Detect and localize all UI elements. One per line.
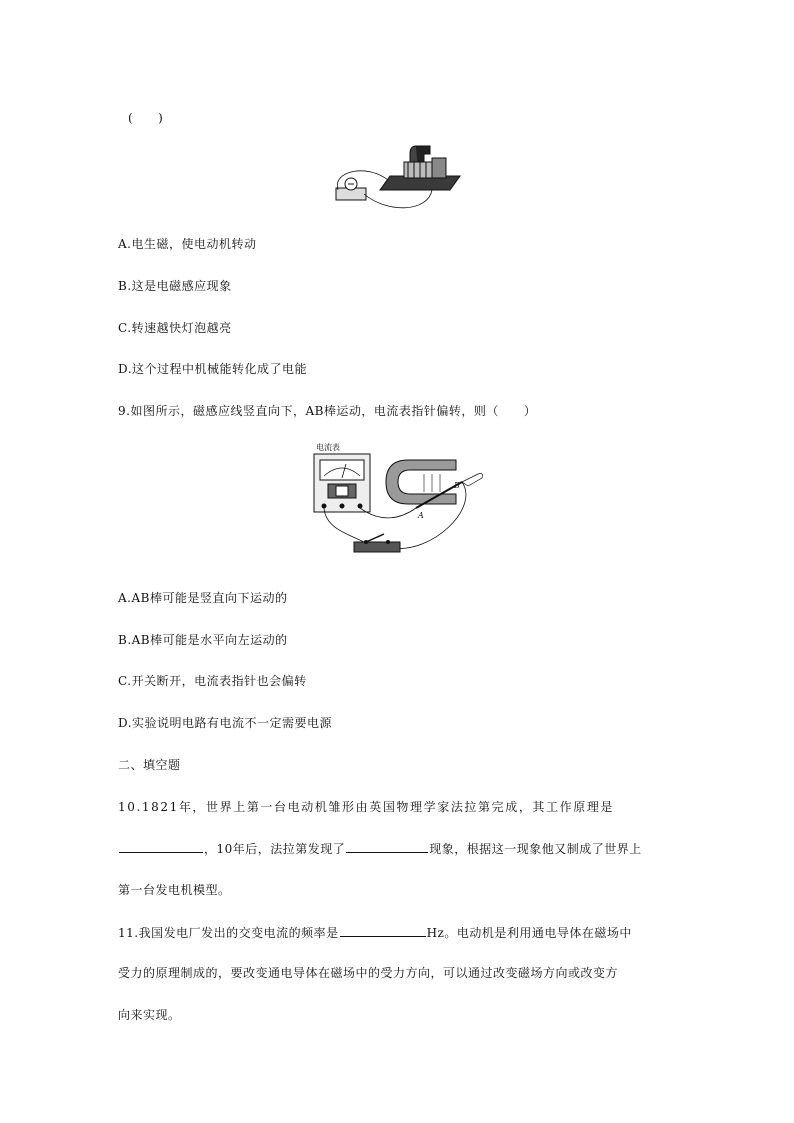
q8-option-b: B.这是电磁感应现象 bbox=[118, 279, 232, 293]
q11-text-2: Hz。电动机是利用通电导体在磁场中 bbox=[426, 926, 632, 940]
rod-label-a: A bbox=[418, 511, 424, 520]
q9-stem: 9.如图所示，磁感应线竖直向下，AB棒运动，电流表指针偏转，则（ ） bbox=[118, 404, 537, 418]
rod-label-b: B bbox=[454, 481, 460, 490]
q8-paren: ( ) bbox=[128, 111, 164, 125]
q8-option-d: D.这个过程中机械能转化成了电能 bbox=[118, 362, 308, 376]
q10-line3: 第一台发电机模型。 bbox=[118, 883, 231, 897]
q11-text-1: 11.我国发电厂发出的交变电流的频率是 bbox=[118, 926, 339, 940]
section-heading: 二、填空题 bbox=[118, 758, 181, 772]
q9-option-c: C.开关断开，电流表指针也会偏转 bbox=[118, 674, 307, 688]
generator-figure bbox=[328, 140, 468, 216]
generator-diagram bbox=[328, 140, 468, 216]
induction-diagram bbox=[312, 438, 492, 560]
q9-option-d: D.实验说明电路有电流不一定需要电源 bbox=[118, 716, 333, 730]
q10-text-3: 现象，根据这一现象他又制成了世界上 bbox=[429, 842, 642, 856]
q9-option-a: A.AB棒可能是竖直向下运动的 bbox=[118, 591, 288, 605]
q8-option-c: C.转速越快灯泡越亮 bbox=[118, 321, 232, 335]
q9-option-b: B.AB棒可能是水平向左运动的 bbox=[118, 633, 288, 647]
q10-line2 bbox=[118, 840, 642, 857]
q10-blank-1[interactable] bbox=[119, 840, 203, 853]
q10-text-2: ，10年后，法拉第发现了 bbox=[204, 842, 346, 856]
q10-blank-2[interactable] bbox=[346, 840, 428, 853]
q10-line1: 10.1821年，世界上第一台电动机雏形由英国物理学家法拉第完成，其工作原理是 bbox=[118, 800, 615, 814]
q11-line2: 受力的原理制成的，要改变通电导体在磁场中的受力方向，可以通过改变磁场方向或改变方 bbox=[118, 966, 619, 980]
q11-blank-1[interactable] bbox=[340, 924, 426, 937]
q8-option-a: A.电生磁，使电动机转动 bbox=[118, 237, 257, 251]
meter-label: 电流表 bbox=[316, 443, 340, 452]
q11-line3: 向来实现。 bbox=[118, 1008, 181, 1022]
q11-line1 bbox=[118, 924, 632, 941]
induction-figure bbox=[312, 438, 492, 560]
